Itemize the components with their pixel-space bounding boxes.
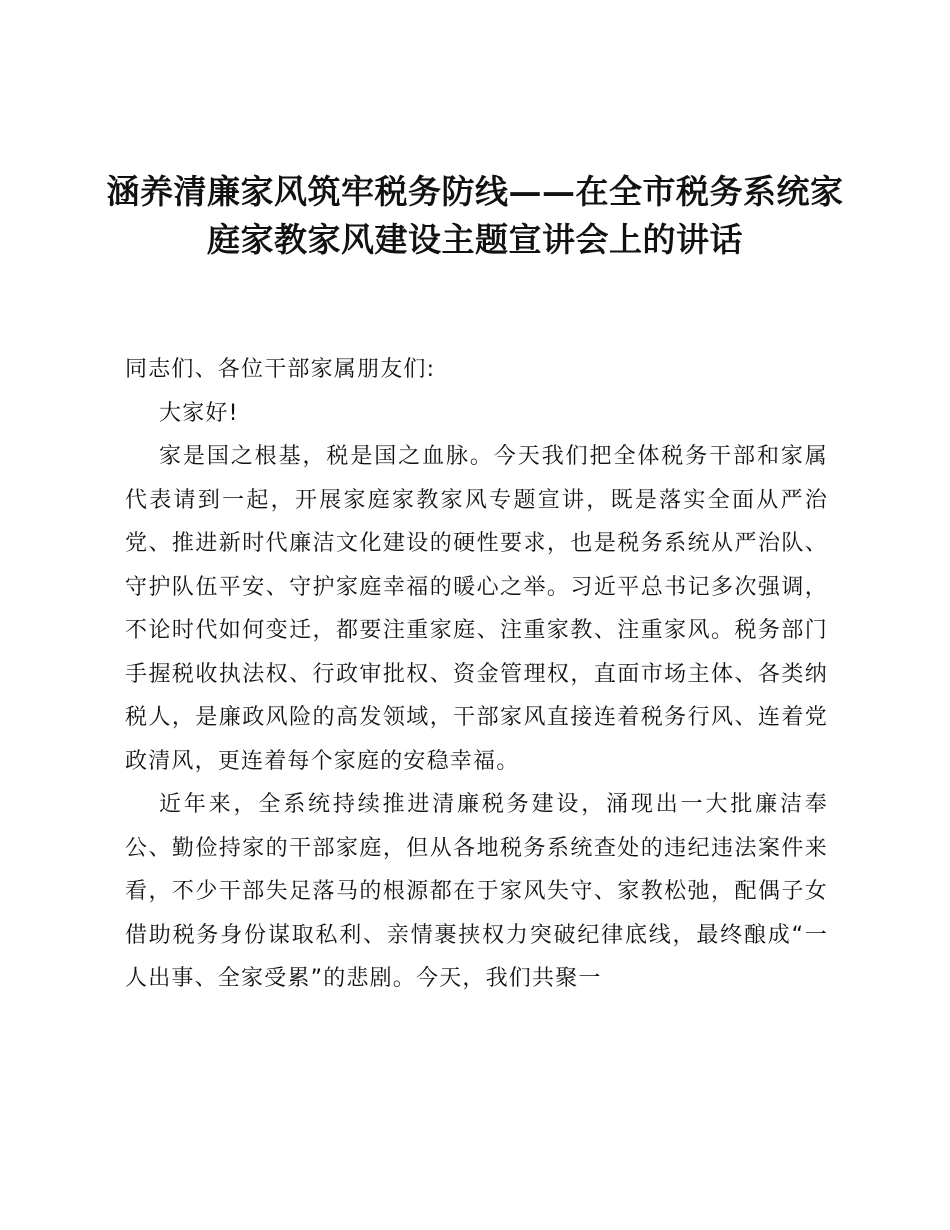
greeting: 大家好! <box>159 400 239 426</box>
salutation: 同志们、各位干部家属朋友们: <box>125 357 436 382</box>
body-paragraph: 近年来，全系统持续推进清廉税务建设，涌现出一大批廉洁奉公、勤俭持家的干部家庭，但从各地税务系统查处的违纪违法案件来看，不少干部失足落马的根源都在于家风失守、家教松弛，配偶子女借助税务身份谋取私利、亲情裹挟权力突破纪律底线，最终酿成“一人出事、全家受累”的悲剧。今天，我们共聚一 <box>125 792 828 991</box>
body-paragraph: 家是国之根基，税是国之血脉。今天我们把全体税务干部和家属代表请到一起，开展家庭家教家风专题宣讲，既是落实全面从严治党、推进新时代廉洁文化建设的硬性要求，也是税务系统从严治队、守护队伍平安、守护家庭幸福的暖心之举。习近平总书记多次强调，不论时代如何变迁，都要注重家庭、注重家教、注重家风。税务部门手握税收执法权、行政审批权、资金管理权，直面市场主体、各类纳税人，是廉政风险的高发领域，干部家风直接连着税务行风、连着党政清风，更连着每个家庭的安稳幸福。 <box>125 444 828 774</box>
document-title: 涵养清廉家风筑牢税务防线——在全市税务系统家庭家教家风建设主题宣讲会上的讲话 <box>106 172 844 259</box>
document-body <box>125 348 828 1001</box>
